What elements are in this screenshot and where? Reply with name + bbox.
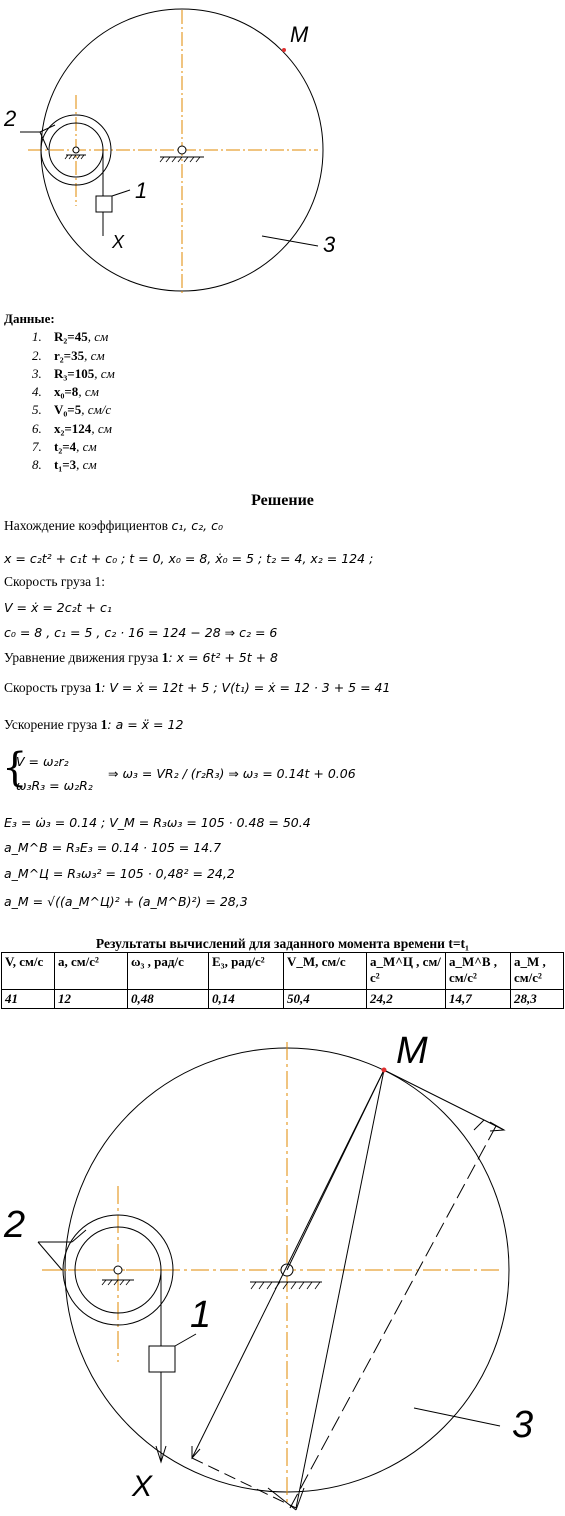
- point-m: [382, 1068, 387, 1073]
- pivot-wheel-2: [73, 147, 79, 153]
- header-cell: a_M^Ц , см/с²: [367, 953, 446, 990]
- system-brace: {: [2, 745, 28, 791]
- system-result: ⇒ ω₃ = VR₂ / (r₂R₃) ⇒ ω₃ = 0.14t + 0.06: [108, 766, 356, 781]
- givens-block: [4, 310, 115, 475]
- given-item: 7. t₂=4, см: [32, 439, 97, 455]
- speed-label: Скорость груза 1:: [4, 574, 105, 589]
- equation-a-tangential: a_M^B = R₃E₃ = 0.14 · 105 = 14.7: [4, 840, 222, 855]
- given-item: 5. V₀=5, см/с: [32, 402, 112, 418]
- bottom-mechanism-diagram: [0, 1036, 565, 1516]
- value-cell: 41: [2, 990, 55, 1009]
- value-cell: 28,3: [511, 990, 564, 1009]
- value-cell: 0,48: [128, 990, 209, 1009]
- given-item: 2. r₂=35, см: [32, 347, 105, 363]
- load-1: [149, 1346, 175, 1372]
- results-table: [1, 952, 564, 1009]
- top-label-m: M: [290, 22, 309, 47]
- system-row-2: ω₃R₃ = ω₂R₂: [16, 778, 93, 793]
- table-header-row: [2, 953, 564, 990]
- pivot-wheel-3: [178, 146, 186, 154]
- equation-a-normal: a_M^Ц = R₃ω₃² = 105 · 0,48² = 24,2: [4, 866, 235, 881]
- header-cell: ω₃ , рад/с: [128, 953, 209, 990]
- motion-line: Уравнение движения груза 1: x = 6t² + 5t + 8: [4, 650, 278, 665]
- equation-e3: E₃ = ω̇₃ = 0.14 ; V_M = R₃ω₃ = 105 · 0.48 = 50.4: [4, 815, 311, 830]
- solution-title: Решение: [251, 492, 314, 509]
- load-1: [96, 196, 112, 212]
- table-row: [2, 990, 564, 1009]
- value-cell: 12: [55, 990, 128, 1009]
- accel-line: Ускорение груза 1: a = ẍ = 12: [4, 717, 184, 732]
- header-cell: V_M, см/с: [284, 953, 367, 990]
- system-row-1: V = ω₂r₂: [16, 754, 69, 769]
- top-label-3: 3: [323, 232, 336, 257]
- results-title: Результаты вычислений для заданного момента времени t=t₁: [95, 936, 470, 951]
- header-cell: V, см/с: [2, 953, 55, 990]
- speed2-line: Скорость груза 1: V = ẋ = 12t + 5 ; V(t₁) = ẋ = 12 · 3 + 5 = 41: [4, 680, 391, 695]
- bottom-label-2: 2: [4, 1204, 26, 1246]
- coef-line: Нахождение коэффициентов c₁, c₂, c₀: [4, 518, 223, 533]
- given-item: 3. R₃=105, см: [32, 365, 115, 381]
- top-label-x: X: [112, 232, 125, 252]
- header-cell: E₃, рад/с²: [209, 953, 284, 990]
- header-cell: a_M^B , см/с²: [446, 953, 511, 990]
- givens-list: [4, 328, 115, 474]
- top-label-2: 2: [4, 106, 17, 131]
- value-cell: 0,14: [209, 990, 284, 1009]
- bottom-label-1: 1: [190, 1294, 212, 1336]
- value-cell: 14,7: [446, 990, 511, 1009]
- value-cell: 24,2: [367, 990, 446, 1009]
- bottom-label-3: 3: [512, 1404, 534, 1446]
- given-item: 6. x₂=124, см: [32, 420, 112, 436]
- point-m: [282, 48, 286, 52]
- givens-title: Данные:: [4, 311, 55, 326]
- equation-3: c₀ = 8 , c₁ = 5 , c₂ · 16 = 124 − 28 ⇒ c₂ = 6: [4, 625, 278, 640]
- value-cell: 50,4: [284, 990, 367, 1009]
- top-mechanism-diagram: [0, 0, 565, 300]
- equation-2: V = ẋ = 2c₂t + c₁: [4, 600, 112, 615]
- given-item: 8. t₁=3, см: [32, 457, 97, 473]
- header-cell: a_M , см/с²: [511, 953, 564, 990]
- given-item: 1. R₂=45, см: [32, 329, 109, 345]
- equation-a-total: a_M = √((a_M^Ц)² + (a_M^B)²) = 28,3: [4, 894, 248, 909]
- given-item: 4. x₀=8, см: [32, 384, 99, 400]
- bottom-label-x: X: [132, 1470, 153, 1503]
- header-cell: a, см/с²: [55, 953, 128, 990]
- equation-1: x = c₂t² + c₁t + c₀ ; t = 0, x₀ = 8, ẋ₀ = 5 ; t₂ = 4, x₂ = 124 ;: [4, 551, 374, 566]
- top-label-1: 1: [135, 178, 148, 203]
- bottom-label-m: M: [396, 1030, 428, 1072]
